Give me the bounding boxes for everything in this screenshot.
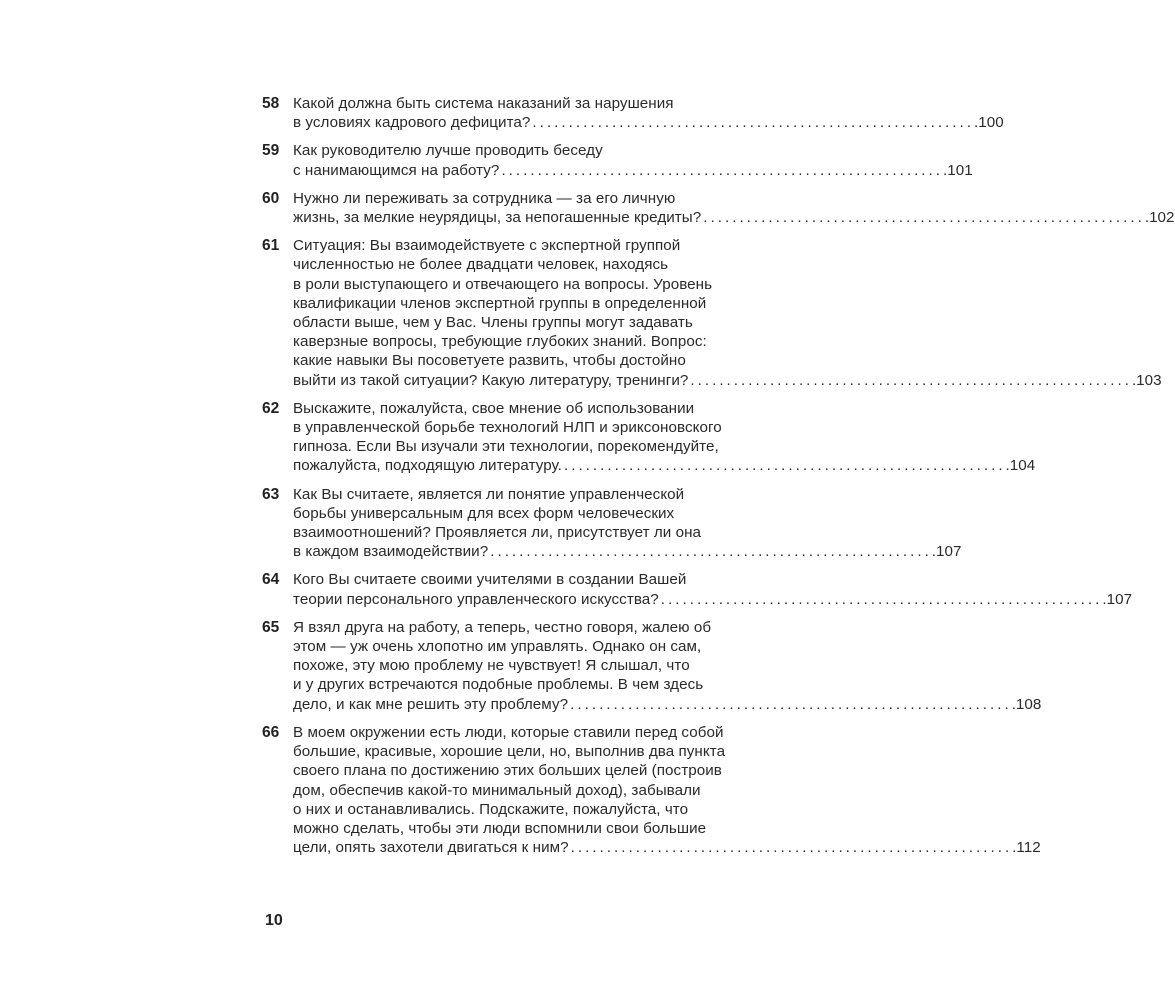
- entry-line: о них и останавливались. Подскажите, пожалуйста, что: [293, 800, 689, 818]
- entry-line: численностью не более двадцати человек, находясь: [293, 256, 669, 274]
- page-number: 10: [265, 912, 283, 929]
- entry-last-line: [293, 208, 1175, 227]
- entry-line: цели, опять захотели двигаться к ним?: [293, 839, 569, 857]
- entry-text: [293, 570, 1132, 608]
- toc-entry: [262, 189, 1175, 227]
- toc-entry: [262, 723, 1041, 857]
- entry-page-number: 107: [936, 543, 962, 561]
- entry-text: [293, 399, 1035, 476]
- entry-line: каверзные вопросы, требующие глубоких знаний. Вопрос:: [293, 333, 707, 351]
- dot-leader: [562, 456, 1010, 475]
- entry-line: борьбы универсальным для всех форм человеческих: [293, 504, 675, 522]
- entry-line: Я взял друга на работу, а теперь, честно говоря, жалею об: [293, 618, 712, 636]
- entry-last-line: [293, 113, 1004, 132]
- dot-leader: [701, 208, 1149, 227]
- entry-line: в условиях кадрового дефицита?: [293, 114, 531, 132]
- entry-line: взаимоотношений? Проявляется ли, присутствует ли она: [293, 524, 702, 542]
- entry-number: 59: [262, 142, 280, 160]
- entry-line: гипноза. Если Вы изучали эти технологии, порекомендуйте,: [293, 438, 719, 456]
- entry-last-line: [293, 590, 1132, 609]
- entry-number: 63: [262, 485, 280, 503]
- entry-number: 64: [262, 571, 280, 589]
- entry-line: Нужно ли переживать за сотрудника — за его личную: [293, 189, 676, 207]
- entry-last-line: [293, 542, 962, 561]
- entry-line: и у других встречаются подобные проблемы. В чем здесь: [293, 676, 704, 694]
- entry-line: в управленческой борьбе технологий НЛП и эриксоновского: [293, 419, 722, 437]
- entry-number: 62: [262, 399, 280, 417]
- entry-line: квалификации членов экспертной группы в определенной: [293, 294, 707, 312]
- entry-line: с нанимающимся на работу?: [293, 161, 500, 179]
- entry-line: Кого Вы считаете своими учителями в создании Вашей: [293, 571, 687, 589]
- dot-leader: [530, 113, 978, 132]
- entry-line: большие, красивые, хорошие цели, но, выполнив два пункта: [293, 743, 726, 761]
- entry-line: Какой должна быть система наказаний за нарушения: [293, 95, 674, 112]
- entry-number: 65: [262, 618, 280, 636]
- dot-leader: [568, 695, 1016, 714]
- entry-line: Как руководителю лучше проводить беседу: [293, 142, 603, 160]
- entry-line: Как Вы считаете, является ли понятие управленческой: [293, 485, 685, 503]
- entry-line: своего плана по достижению этих больших целей (построив: [293, 762, 722, 780]
- entry-number: 60: [262, 189, 280, 207]
- entry-last-line: [293, 456, 1035, 475]
- entry-line: похоже, эту мою проблему не чувствует! Я слышал, что: [293, 657, 690, 675]
- entry-text: [293, 618, 1041, 714]
- table-of-contents: [262, 94, 1175, 866]
- entry-line: какие навыки Вы посоветуете развить, чтобы достойно: [293, 352, 686, 370]
- entry-line: дело, и как мне решить эту проблему?: [293, 695, 569, 713]
- toc-entry: [262, 618, 1042, 714]
- entry-page-number: 112: [1016, 839, 1041, 857]
- entry-text: [293, 141, 973, 179]
- toc-entry: [262, 485, 962, 562]
- entry-page-number: 107: [1106, 590, 1133, 608]
- entry-text: [293, 485, 962, 562]
- entry-last-line: [293, 371, 1162, 390]
- entry-last-line: [293, 161, 973, 180]
- entry-line: в каждом взаимодействии?: [293, 543, 489, 561]
- entry-line: пожалуйста, подходящую литературу.: [293, 457, 562, 475]
- entry-line: можно сделать, чтобы эти люди вспомнили свои большие: [293, 819, 707, 837]
- entry-number: 61: [262, 237, 280, 255]
- toc-entry: [262, 236, 1162, 390]
- entry-line: Ситуация: Вы взаимодействуете с экспертной группой: [293, 237, 681, 255]
- toc-entry: [262, 141, 973, 179]
- entry-line: в роли выступающего и отвечающего на вопросы. Уровень: [293, 275, 713, 293]
- entry-text: [293, 236, 1162, 390]
- entry-page-number: 104: [1009, 457, 1036, 475]
- entry-page-number: 102: [1149, 209, 1175, 227]
- entry-text: [293, 723, 1041, 857]
- entry-line: области выше, чем у Вас. Члены группы могут задавать: [293, 314, 693, 332]
- entry-last-line: [293, 838, 1041, 857]
- entry-line: дом, обеспечив какой-то минимальный доход), забывали: [293, 781, 701, 799]
- dot-leader: [659, 590, 1107, 609]
- entry-line: выйти из такой ситуации? Какую литературу, тренинги?: [293, 371, 689, 389]
- entry-number: 66: [262, 723, 280, 741]
- toc-entry: [262, 570, 1133, 608]
- entry-page-number: 108: [1015, 695, 1042, 713]
- entry-page-number: 101: [947, 161, 973, 179]
- dot-leader: [499, 161, 947, 180]
- toc-entry: [262, 399, 1036, 476]
- entry-page-number: 103: [1136, 371, 1162, 389]
- dot-leader: [488, 542, 936, 561]
- entry-line: теории персонального управленческого искусства?: [293, 590, 659, 608]
- entry-number: 58: [262, 95, 280, 112]
- dot-leader: [688, 371, 1136, 390]
- entry-page-number: 100: [978, 114, 1004, 132]
- entry-line: В моем окружении есть люди, которые ставили перед собой: [293, 723, 724, 741]
- entry-line: жизнь, за мелкие неурядицы, за непогашенные кредиты?: [293, 209, 702, 227]
- entry-line: этом — уж очень хлопотно им управлять. Однако он сам,: [293, 638, 702, 656]
- entry-text: [293, 189, 1175, 227]
- toc-entry: [262, 94, 1004, 132]
- dot-leader: [569, 838, 1017, 857]
- entry-text: [293, 94, 1004, 132]
- entry-last-line: [293, 695, 1041, 714]
- entry-line: Выскажите, пожалуйста, свое мнение об использовании: [293, 399, 695, 417]
